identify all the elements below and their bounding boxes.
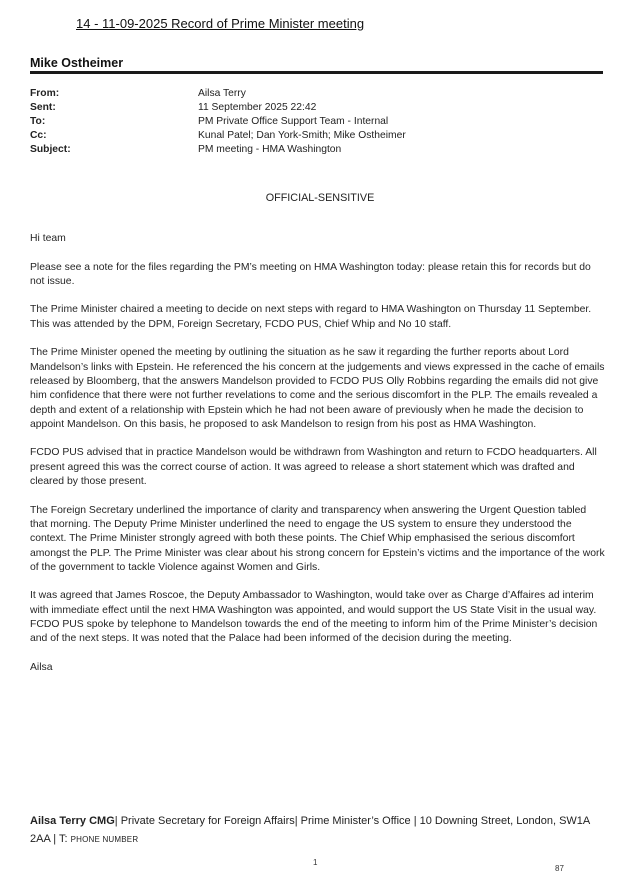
greeting: Hi team <box>30 233 66 244</box>
header-label: Sent: <box>30 102 56 113</box>
body-paragraph: The Prime Minister opened the meeting by outlining the situation as he saw it regarding the further reports about Lord Mandelson’s links with Epstein. He referenced the his concern at the judgements and views expressed in the cache of emails released by Bloomberg, that the answers Mandelson provided to FCDO PUS Olly Robbins regarding the emails did not give him confidence that there were not further revelations to come and the serious discomfort in the PLP. The emails revealed a depth and extent of a relationship with Epstein which he had not been aware of previously when he made the decision to appoint Mandelson. On this basis, he proposed to ask Mandelson to resign from his post as HMA Washington. <box>30 347 605 430</box>
document-title: 14 - 11-09-2025 Record of Prime Minister meeting <box>76 16 365 31</box>
header-label: From: <box>30 88 60 99</box>
header-value: Kunal Patel; Dan York-Smith; Mike Ostheimer <box>198 130 406 141</box>
sign-off: Ailsa <box>30 661 53 673</box>
header-label: To: <box>30 116 46 127</box>
header-divider <box>30 71 603 74</box>
header-row-cc <box>30 129 603 143</box>
page-number: 1 <box>313 858 318 867</box>
body-paragraph: The Prime Minister chaired a meeting to decide on next steps with regard to HMA Washington on Thursday 11 September. This was attended by the DPM, Foreign Secretary, FCDO PUS, Chief Whip and No 10 staff. <box>30 304 592 330</box>
page-reference: 87 <box>555 864 564 873</box>
header-label: Subject: <box>30 144 71 155</box>
header-value: Ailsa Terry <box>198 88 246 99</box>
email-signature <box>30 812 610 849</box>
signature-name: Ailsa Terry CMG <box>30 815 115 827</box>
email-header <box>30 87 603 157</box>
body-paragraph: It was agreed that James Roscoe, the Deputy Ambassador to Washington, would take over as Charge d’Affaires ad interim with immediate effect until the next HMA Washington was appointed, and would support the US State Visit in the usual way. FCDO PUS spoke by telephone to Mandelson towards the end of the meeting to inform him of the Prime Minister’s decision and of the next steps. It was noted that the Palace had been informed of the decision during the meeting. <box>30 590 598 645</box>
sender-name: Mike Ostheimer <box>30 56 124 70</box>
email-body <box>30 232 606 690</box>
header-value: 11 September 2025 22:42 <box>198 102 317 113</box>
body-paragraph: The Foreign Secretary underlined the importance of clarity and transparency when answering the Urgent Question tabled that morning. The Deputy Prime Minister underlined the need to engage the US system to ensure they understood the context. The Prime Minister strongly agreed with both these points. The Chief Whip emphasised the serious discomfort amongst the PLP. The Prime Minister was clear about his strong concern for Epstein’s victims and the importance of the work of the government to tackle Violence against Women and Girls. <box>30 504 605 573</box>
header-row-from <box>30 87 603 101</box>
classification-marking: OFFICIAL-SENSITIVE <box>265 192 375 204</box>
header-value: PM Private Office Support Team - Internal <box>198 116 389 127</box>
signature-phone: PHONE NUMBER <box>70 835 139 844</box>
header-label: Cc: <box>30 130 47 141</box>
body-paragraph: FCDO PUS advised that in practice Mandelson would be withdrawn from Washington and return to FCDO headquarters. All present agreed this was the correct course of action. It was agreed to release a short statement which was drafted and cleared by those present. <box>30 447 597 488</box>
body-paragraph: Please see a note for the files regarding the PM’s meeting on HMA Washington today: please retain this for records but do not issue. <box>30 261 591 287</box>
header-value: PM meeting - HMA Washington <box>198 144 342 155</box>
signature-details: | Private Secretary for Foreign Affairs| Prime Minister’s Office | 10 Downing Street, London, SW1A 2AA | T: <box>30 815 590 845</box>
header-row-sent <box>30 101 603 115</box>
header-row-to <box>30 115 603 129</box>
header-row-subject <box>30 143 603 157</box>
